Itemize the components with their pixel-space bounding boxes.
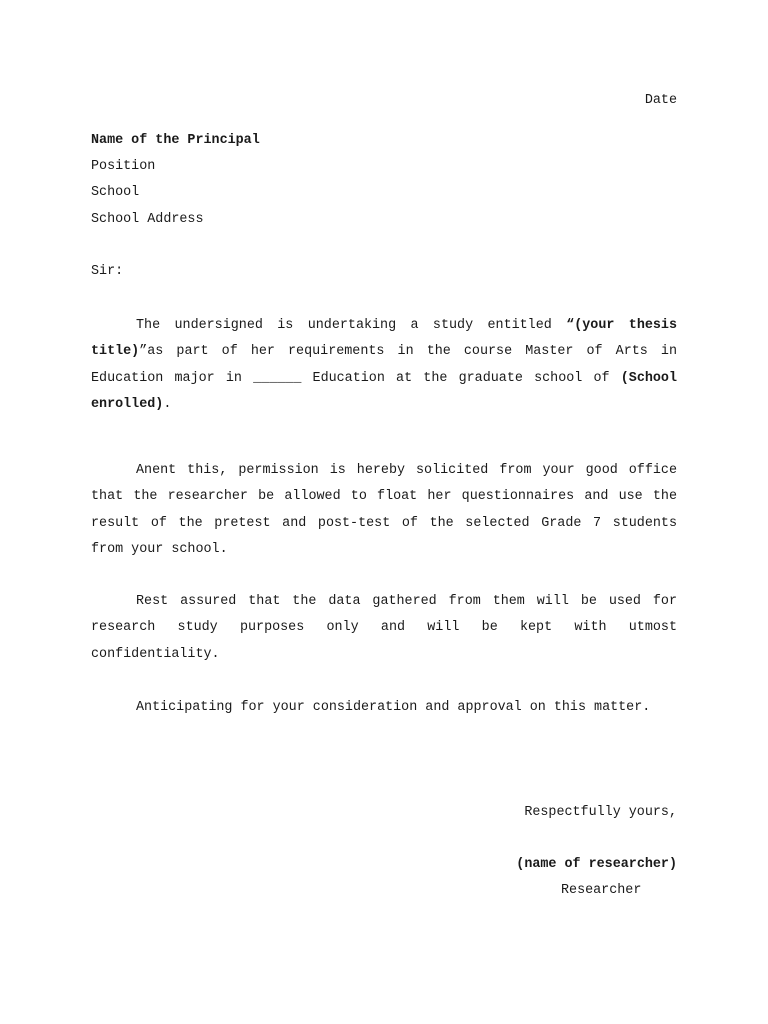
date-label: Date: [644, 93, 677, 108]
paragraph-2: [91, 458, 677, 564]
recipient-name: Name of the Principal: [91, 133, 260, 148]
signature-title: Researcher: [561, 883, 642, 898]
paragraph-1-text-b: ”as part of her requirements in the course Master of Arts in Education major in ______ Education at the graduate school of: [91, 344, 677, 386]
paragraph-1: [91, 313, 677, 419]
recipient-address: School Address: [91, 212, 204, 227]
recipient-position: Position: [91, 159, 156, 174]
thesis-title-placeholder: “(your thesis title): [91, 318, 678, 360]
recipient-school: School: [91, 185, 140, 200]
salutation: Sir:: [91, 264, 124, 279]
paragraph-3: [91, 589, 677, 668]
closing: Respectfully yours,: [524, 805, 677, 820]
paragraph-1-text-a: The undersigned is undertaking a study entitled: [136, 318, 567, 333]
paragraph-2-text: Anent this, permission is hereby solicited from your good office that the researcher be allowed to float her questionnaires and use the result of the pretest and post-test of the selected Grade 7 students from your school.: [91, 463, 677, 558]
paragraph-4-text: Anticipating for your consideration and approval on this matter.: [136, 700, 651, 715]
school-enrolled-placeholder: (School enrolled): [91, 370, 677, 413]
paragraph-1-text-c: .: [163, 397, 172, 413]
paragraph-4: [91, 695, 677, 721]
paragraph-3-text: Rest assured that the data gathered from them will be used for research study purposes only and will be kept with utmost confidentiality.: [91, 594, 677, 662]
signature-name: (name of researcher): [516, 857, 677, 872]
